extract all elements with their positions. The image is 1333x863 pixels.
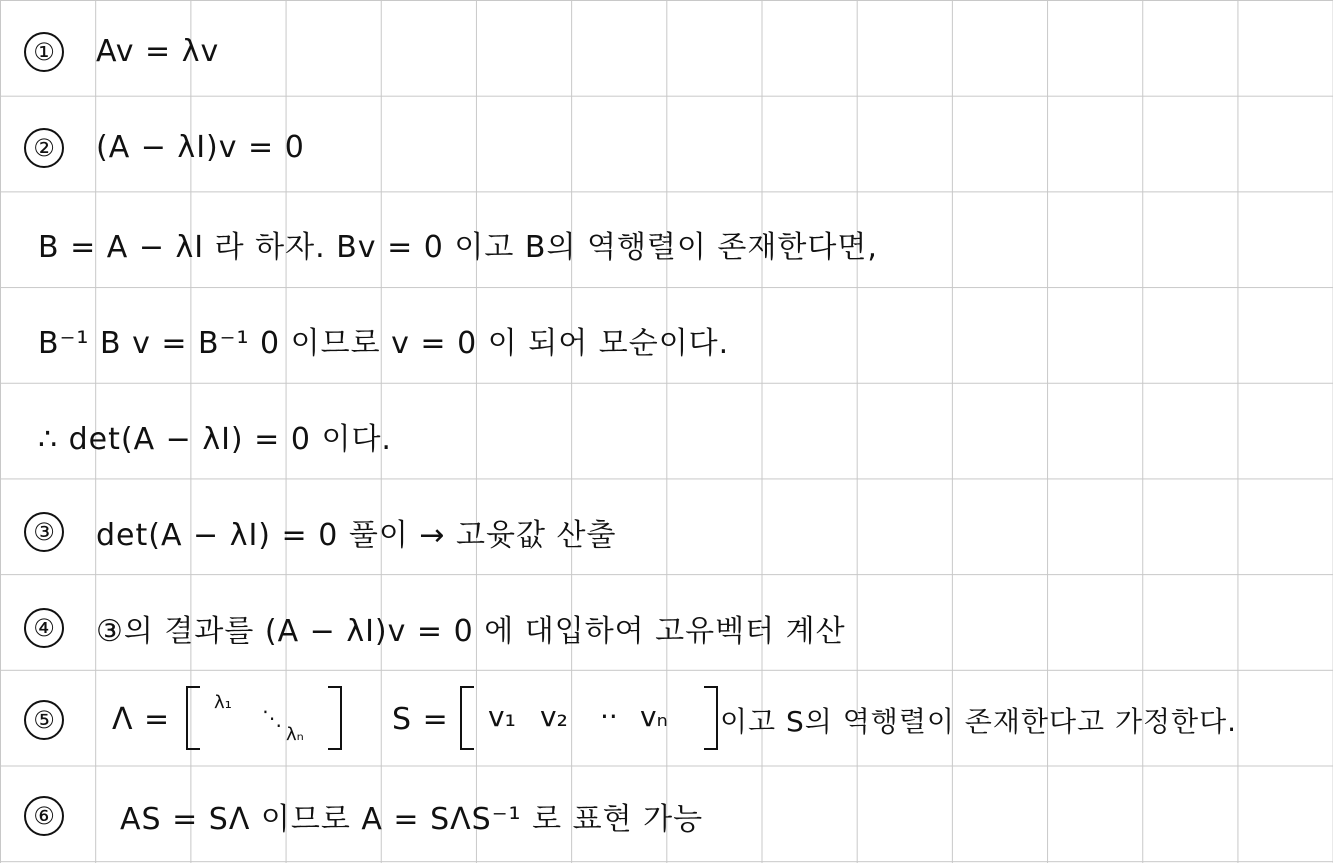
- line-6: [0, 484, 1333, 579]
- line-5: [0, 388, 1333, 483]
- proof-text: B⁻¹ B v = B⁻¹ 0 이므로 v = 0 이 되어 모순이다.: [38, 325, 730, 361]
- matrix-body: [200, 686, 328, 750]
- lambda-equals: Λ =: [112, 702, 171, 737]
- line-8: [0, 672, 1333, 767]
- assumption-text: 이고 S의 역행렬이 존재한다고 가정한다.: [720, 704, 1238, 738]
- matrix-body: [474, 686, 704, 750]
- step-number: ②: [24, 128, 64, 168]
- lambda-n: λₙ: [286, 724, 304, 745]
- step-text: AS = SΛ 이므로 A = SΛS⁻¹ 로 표현 가능: [120, 801, 704, 837]
- step-number: ⑤: [24, 700, 64, 740]
- horizontal-dots: ··: [600, 700, 618, 733]
- vector-v1: v₁: [488, 700, 516, 733]
- lambda-1: λ₁: [214, 692, 232, 713]
- s-equals: S =: [392, 702, 449, 737]
- step-text: det(A − λI) = 0 풀이 → 고윳값 산출: [96, 517, 617, 553]
- line-1: [0, 4, 1333, 99]
- step-text: ③의 결과를 (A − λI)v = 0 에 대입하여 고유벡터 계산: [96, 613, 846, 649]
- equation-text: (A − λI)v = 0: [96, 130, 305, 165]
- lambda-diagonal-matrix: [186, 686, 342, 750]
- line-7: [0, 580, 1333, 675]
- s-eigenvector-matrix: [460, 686, 718, 750]
- equation-text: Av = λv: [96, 34, 220, 69]
- left-bracket: [186, 686, 200, 750]
- diagonal-dots: ⋱: [262, 706, 282, 730]
- left-bracket: [460, 686, 474, 750]
- conclusion-text: ∴ det(A − λI) = 0 이다.: [38, 421, 392, 457]
- vector-vn: vₙ: [640, 700, 668, 733]
- step-number: ①: [24, 32, 64, 72]
- line-4: [0, 292, 1333, 387]
- right-bracket: [328, 686, 342, 750]
- step-number: ③: [24, 512, 64, 552]
- step-number: ④: [24, 608, 64, 648]
- line-2: [0, 100, 1333, 195]
- proof-text: B = A − λI 라 하자. Bv = 0 이고 B의 역행렬이 존재한다면,: [38, 229, 878, 265]
- line-3: [0, 196, 1333, 291]
- right-bracket: [704, 686, 718, 750]
- step-number: ⑥: [24, 796, 64, 836]
- line-9: [0, 768, 1333, 863]
- vector-v2: v₂: [540, 700, 568, 733]
